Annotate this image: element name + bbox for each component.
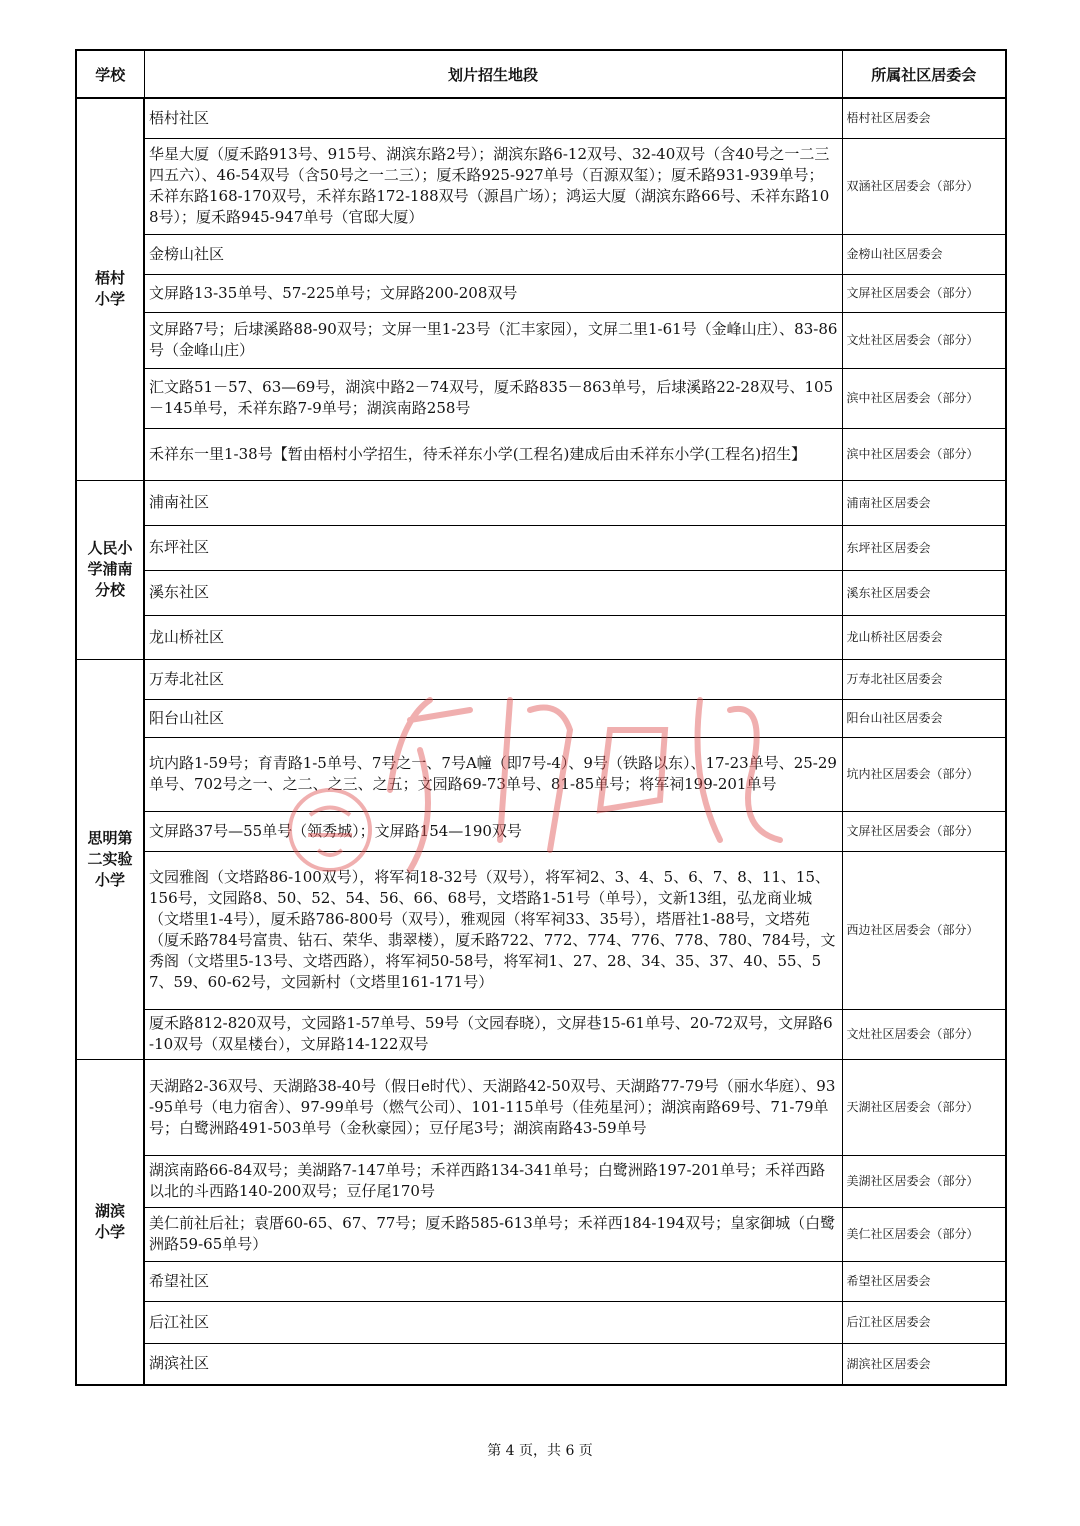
table-header-row [76, 50, 1006, 98]
zone-area-cell: 金榜山社区 [144, 234, 842, 274]
community-cell: 天湖社区居委会（部分） [842, 1059, 1006, 1155]
community-cell: 坑内社区居委会（部分） [842, 737, 1006, 811]
zone-area-cell: 浦南社区 [144, 480, 842, 525]
table-row [76, 480, 1006, 525]
community-cell: 阳台山社区居委会 [842, 699, 1006, 737]
zone-area-cell: 坑内路1-59号；育青路1-5单号、7号之一、7号A幢（即7号-4）、9号（铁路以东）、17-23单号、25-29单号、702号之一、之二、之三、之五；文园路69-73单号、81-85单号；将军祠199-201单号 [144, 737, 842, 811]
table-row [76, 234, 1006, 274]
school-name-cell: 思明第 二实验 小学 [76, 659, 144, 1059]
table-row [76, 570, 1006, 615]
zone-area-cell: 万寿北社区 [144, 659, 842, 699]
table-row [76, 1207, 1006, 1261]
zone-area-cell: 美仁前社后社；袁厝60-65、67、77号；厦禾路585-613单号；禾祥西184-194双号；皇家御城（白鹭洲路59-65单号） [144, 1207, 842, 1261]
school-name-cell: 梧村 小学 [76, 98, 144, 480]
community-cell: 文屏社区居委会（部分） [842, 274, 1006, 312]
zoning-table [75, 49, 1007, 1386]
table-row [76, 274, 1006, 312]
community-cell: 金榜山社区居委会 [842, 234, 1006, 274]
table-row [76, 699, 1006, 737]
community-cell: 文灶社区居委会（部分） [842, 312, 1006, 368]
zone-area-cell: 龙山桥社区 [144, 615, 842, 659]
community-cell: 滨中社区居委会（部分） [842, 428, 1006, 480]
school-name-cell: 人民小 学浦南 分校 [76, 480, 144, 659]
zone-area-cell: 希望社区 [144, 1261, 842, 1301]
zone-area-cell: 文园雅阁（文塔路86-100双号），将军祠18-32号（双号），将军祠2、3、4、5、6、7、8、11、15、156号，文园路8、50、52、54、56、66、68号，文塔路1-51号（单号），文新13组，弘龙商业城（文塔里1-4号），厦禾路786-800号（双号），雅观园（将军祠33、35号），塔厝社1-88号，文塔苑（厦禾路784号富贵、钻石、荣华、翡翠楼），厦禾路722、772、774、776、778、780、784号，文秀阁（文塔里5-13号、文塔西路），将军祠50-58号，将军祠1、27、28、34、35、37、40、55、57、59、60-62号，文园新村（文塔里161-171号） [144, 851, 842, 1009]
school-name-cell: 湖滨 小学 [76, 1059, 144, 1385]
community-cell: 希望社区居委会 [842, 1261, 1006, 1301]
table-body [76, 98, 1006, 1385]
zone-area-cell: 溪东社区 [144, 570, 842, 615]
community-cell: 后江社区居委会 [842, 1301, 1006, 1343]
table-row [76, 811, 1006, 851]
community-cell: 梧村社区居委会 [842, 98, 1006, 138]
table-row [76, 428, 1006, 480]
table-row [76, 659, 1006, 699]
table-row [76, 1301, 1006, 1343]
zone-area-cell: 东坪社区 [144, 525, 842, 570]
community-cell: 滨中社区居委会（部分） [842, 368, 1006, 428]
table-row [76, 368, 1006, 428]
zone-area-cell: 阳台山社区 [144, 699, 842, 737]
community-cell: 双涵社区居委会（部分） [842, 138, 1006, 234]
table-row [76, 851, 1006, 1009]
community-cell: 浦南社区居委会 [842, 480, 1006, 525]
community-cell: 万寿北社区居委会 [842, 659, 1006, 699]
community-cell: 美仁社区居委会（部分） [842, 1207, 1006, 1261]
community-cell: 美湖社区居委会（部分） [842, 1155, 1006, 1207]
table-row [76, 1155, 1006, 1207]
zone-area-cell: 后江社区 [144, 1301, 842, 1343]
zone-area-cell: 华星大厦（厦禾路913号、915号、湖滨东路2号）；湖滨东路6-12双号、32-40双号（含40号之一二三四五六）、46-54双号（含50号之一二三）；厦禾路925-927单号（百源双玺）；厦禾路931-939单号；禾祥东路168-170双号，禾祥东路172-188双号（源昌广场）；鸿运大厦（湖滨东路66号、禾祥东路108号）；厦禾路945-947单号（官邸大厦） [144, 138, 842, 234]
zone-area-cell: 汇文路51－57、63—69号，湖滨中路2－74双号，厦禾路835－863单号，后埭溪路22-28双号、105－145单号，禾祥东路7-9单号；湖滨南路258号 [144, 368, 842, 428]
zone-area-cell: 文屏路37号—55单号（领秀城）；文屏路154—190双号 [144, 811, 842, 851]
table-row [76, 1343, 1006, 1385]
table-row [76, 525, 1006, 570]
community-cell: 西边社区居委会（部分） [842, 851, 1006, 1009]
community-cell: 文灶社区居委会（部分） [842, 1009, 1006, 1059]
table-row [76, 312, 1006, 368]
header-school: 学校 [76, 50, 144, 98]
table-row [76, 98, 1006, 138]
table-row [76, 1009, 1006, 1059]
zone-area-cell: 文屏路13-35单号、57-225单号；文屏路200-208双号 [144, 274, 842, 312]
table-row [76, 737, 1006, 811]
table-row [76, 1261, 1006, 1301]
table-row [76, 138, 1006, 234]
zone-area-cell: 湖滨南路66-84双号；美湖路7-147单号；禾祥西路134-341单号；白鹭洲路197-201单号；禾祥西路以北的斗西路140-200双号；豆仔尾170号 [144, 1155, 842, 1207]
header-community: 所属社区居委会 [842, 50, 1006, 98]
community-cell: 东坪社区居委会 [842, 525, 1006, 570]
zone-area-cell: 禾祥东一里1-38号【暂由梧村小学招生，待禾祥东小学(工程名)建成后由禾祥东小学(工程名)招生】 [144, 428, 842, 480]
community-cell: 龙山桥社区居委会 [842, 615, 1006, 659]
zone-area-cell: 梧村社区 [144, 98, 842, 138]
zone-area-cell: 文屏路7号；后埭溪路88-90双号；文屏一里1-23号（汇丰家园），文屏二里1-61号（金峰山庄）、83-86号（金峰山庄） [144, 312, 842, 368]
page-footer: 第 4 页，共 6 页 [487, 1443, 593, 1459]
zone-area-cell: 天湖路2-36双号、天湖路38-40号（假日e时代）、天湖路42-50双号、天湖路77-79号（丽水华庭）、93-95单号（电力宿舍）、97-99单号（燃气公司）、101-115单号（佳苑星河）；湖滨南路69号、71-79单号；白鹭洲路491-503单号（金秋豪园）；豆仔尾3号；湖滨南路43-59单号 [144, 1059, 842, 1155]
table-row [76, 1059, 1006, 1155]
header-area: 划片招生地段 [144, 50, 842, 98]
zone-area-cell: 湖滨社区 [144, 1343, 842, 1385]
table-row [76, 615, 1006, 659]
zone-area-cell: 厦禾路812-820双号，文园路1-57单号、59号（文园春晓），文屏巷15-61单号、20-72双号，文屏路6-10双号（双星楼台），文屏路14-122双号 [144, 1009, 842, 1059]
community-cell: 文屏社区居委会（部分） [842, 811, 1006, 851]
community-cell: 溪东社区居委会 [842, 570, 1006, 615]
community-cell: 湖滨社区居委会 [842, 1343, 1006, 1385]
